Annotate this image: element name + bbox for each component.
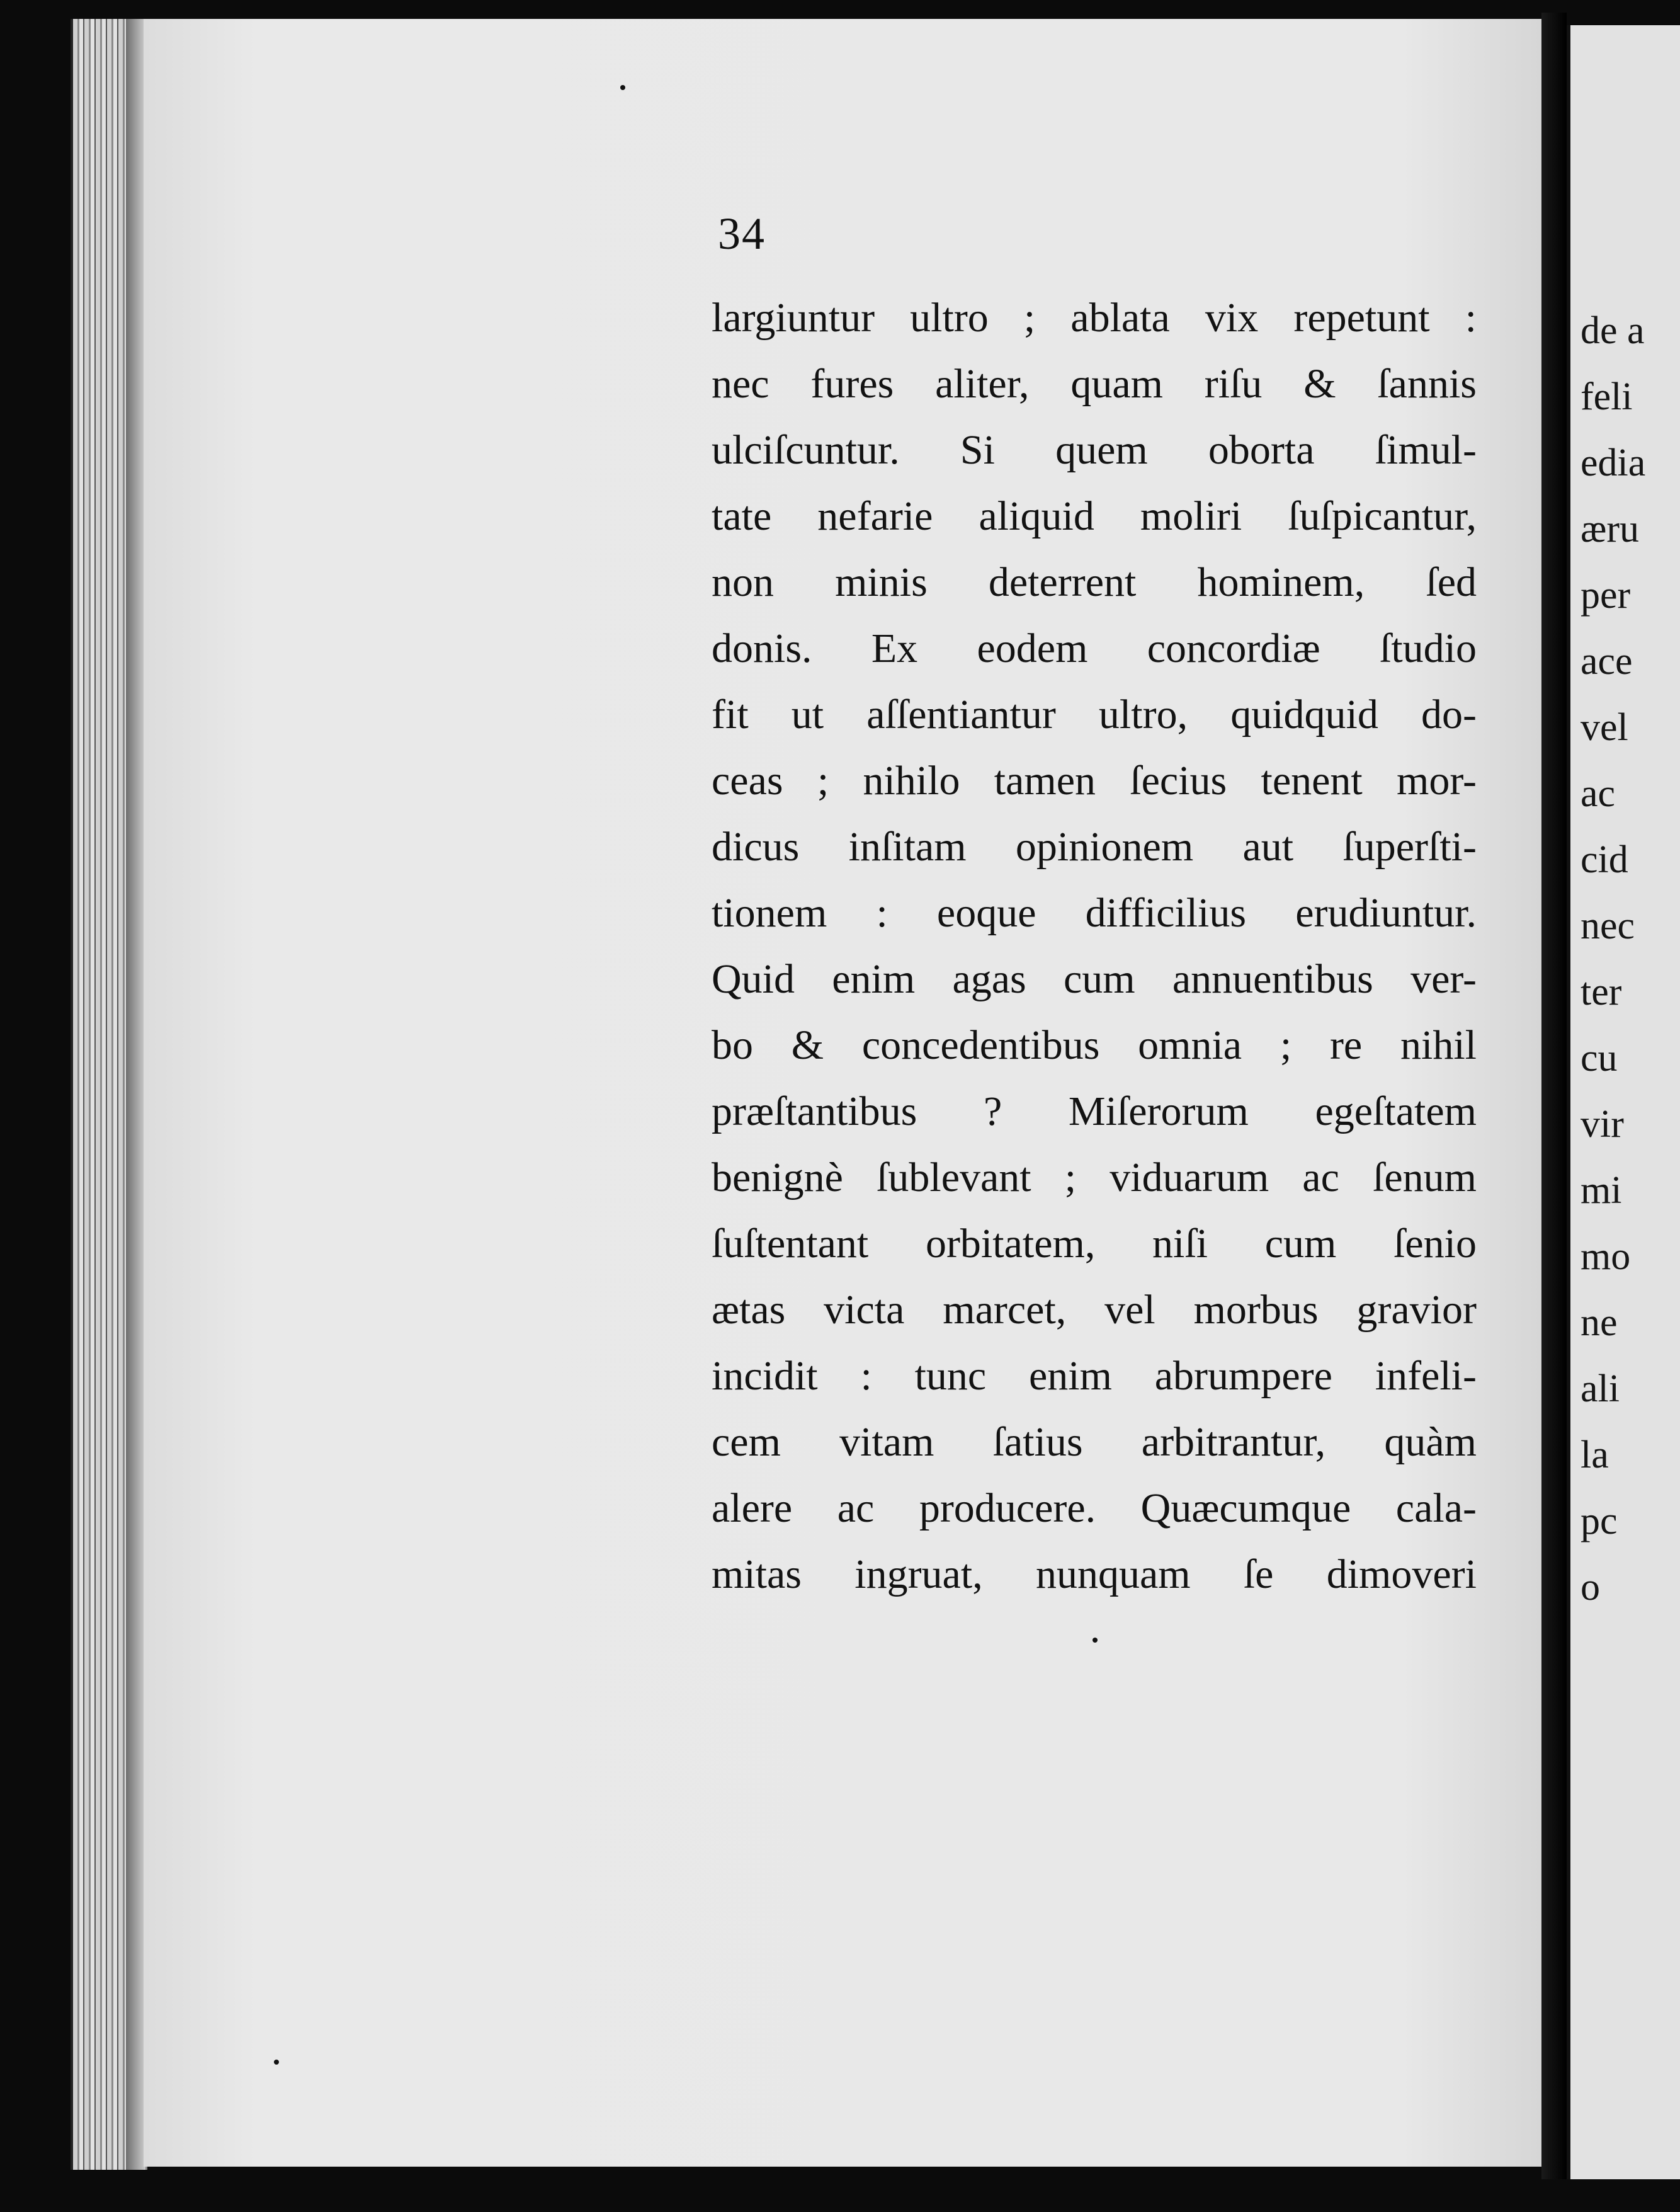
text-line: mitas ingruat, nunquam ſe dimoveri — [712, 1551, 1477, 1597]
right-page-text — [1581, 299, 1680, 1622]
right-text-line: cu — [1581, 1037, 1618, 1080]
speck — [274, 2060, 279, 2065]
text-line: incidit : tunc enim abrumpere infeli- — [712, 1353, 1477, 1399]
book-gutter — [1541, 13, 1567, 2179]
right-text-line: vel — [1581, 706, 1628, 749]
page-number: 34 — [718, 208, 766, 259]
text-line: dicus inſitam opinionem aut ſuperſti- — [712, 824, 1477, 870]
text-line: non minis deterrent hominem, ſed — [712, 559, 1477, 605]
speck — [620, 85, 625, 90]
right-text-line: ace — [1581, 640, 1633, 683]
right-text-line: feli — [1581, 375, 1633, 418]
text-line: Quid enim agas cum annuentibus ver- — [712, 956, 1477, 1002]
right-text-line: nec — [1581, 904, 1635, 947]
text-line: fit ut aſſentiantur ultro, quidquid do- — [712, 692, 1477, 738]
left-page-text — [712, 287, 1477, 1609]
right-text-line: mo — [1581, 1235, 1631, 1278]
page-edge-shadow — [126, 19, 145, 2170]
text-line: cem vitam ſatius arbitrantur, quàm — [712, 1419, 1477, 1465]
text-line: ceas ; nihilo tamen ſecius tenent mor- — [712, 758, 1477, 804]
text-line: bo & concedentibus omnia ; re nihil — [712, 1022, 1477, 1068]
speck — [1093, 1638, 1098, 1643]
text-line: ſuſtentant orbitatem, niſi cum ſenio — [712, 1221, 1477, 1267]
right-text-line: ac — [1581, 772, 1616, 815]
right-text-line: de a — [1581, 309, 1645, 352]
text-line: ulciſcuntur. Si quem oborta ſimul- — [712, 427, 1477, 473]
right-text-line: mi — [1581, 1169, 1622, 1212]
right-text-line: æru — [1581, 508, 1639, 550]
text-line: donis. Ex eodem concordiæ ſtudio — [712, 625, 1477, 671]
text-line: præſtantibus ? Miſerorum egeſtatem — [712, 1088, 1477, 1134]
text-line: alere ac producere. Quæcumque cala- — [712, 1485, 1477, 1531]
text-line: nec fures aliter, quam riſu & ſannis — [712, 361, 1477, 407]
right-text-line: ne — [1581, 1301, 1618, 1344]
right-text-line: o — [1581, 1566, 1600, 1609]
right-text-line: edia — [1581, 442, 1646, 484]
right-text-line: cid — [1581, 838, 1628, 881]
text-line: tate nefarie aliquid moliri ſuſpicantur, — [712, 493, 1477, 539]
right-text-line: vir — [1581, 1103, 1624, 1146]
text-line: largiuntur ultro ; ablata vix repetunt : — [712, 295, 1477, 341]
right-text-line: la — [1581, 1434, 1609, 1476]
text-line: benignè ſublevant ; viduarum ac ſenum — [712, 1154, 1477, 1200]
right-text-line: ter — [1581, 971, 1622, 1013]
right-text-line: ali — [1581, 1367, 1620, 1410]
right-text-line: per — [1581, 574, 1631, 617]
right-text-line: pc — [1581, 1500, 1618, 1542]
text-line: ætas victa marcet, vel morbus gravior — [712, 1287, 1477, 1333]
text-line: tionem : eoque difficilius erudiuntur. — [712, 890, 1477, 936]
